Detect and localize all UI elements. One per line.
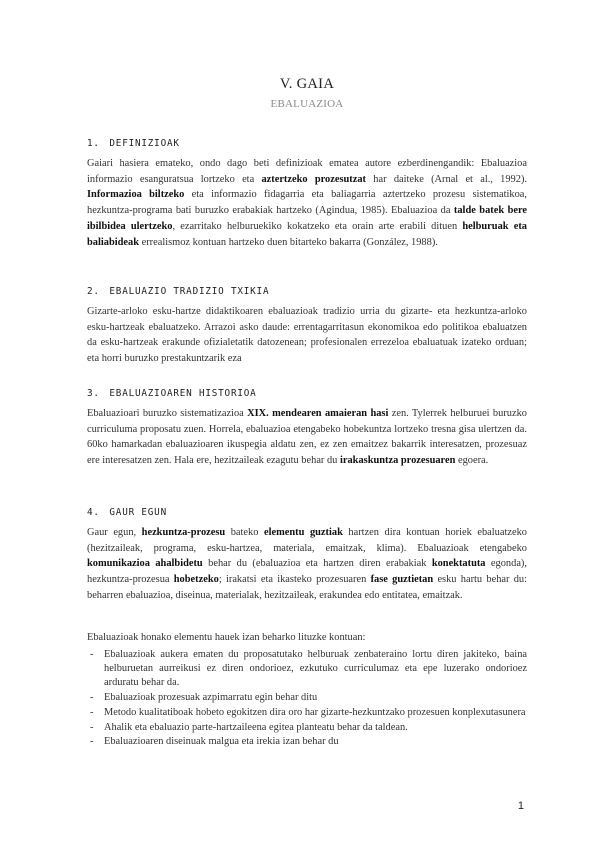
dash-bullet: - <box>90 706 94 718</box>
section-heading-tradizioa <box>87 286 269 297</box>
list-item: - Metodo kualitatiboak hobeto egokitzen dira oro har gizarte-hezkuntzako prozesuen konplexutasunera <box>87 706 527 720</box>
text-run: errealismoz kontuan hartzeko duen bitarteko bakarra (González, 1988). <box>138 236 438 248</box>
text-run: Gizarte-arloko esku-hartze didaktikoaren ebaluazioak tradizio urria du gizarte- eta hezkuntza-arloko esku-hartzeak ebaluatzeko. Arrazoi asko daude: errentagarritasun ekonomikoa edo politikoa ebaluatzen da esku-hartzeak erakunde ofizialetatik datozenean; profesionalen errezeloa ebaluatuak izateko orduan; eta horri buruzko prestakuntzarik eza <box>87 306 527 365</box>
text-run: Gaiari hasiera emateko, ondo dago beti definizioak ematea autore ezberdinengandik: Ebaluazioa informazio esanguratsua lortzeko eta <box>87 158 527 185</box>
section-number: 2. <box>87 286 100 297</box>
list-item: - Ebaluazioak aukera ematen du proposatutako helburuak zenbateraino lortu diren jakiteko, baina helburuetan aurreikusi ez diren ondorioez, ezkutuko curriculumaz eta epe luzerako ondorioez arduratu behar da. <box>90 649 527 689</box>
text-run: , ezarritako helburuekiko kokatzeko eta orain arte erabili dituen <box>172 220 463 232</box>
section-title: EBALUAZIOAREN HISTORIOA <box>109 388 257 399</box>
text-run: behar du (ebaluazioa eta hartzen diren erabakiak <box>202 558 432 570</box>
text-run: Ebaluazioari buruzko sistematizazioa <box>87 408 248 419</box>
list-item: - Ebaluazioaren diseinuak malgua eta irekia izan behar du <box>87 735 527 749</box>
bold-phrase: irakaskuntza prozesuaren <box>339 455 456 467</box>
bold-phrase: Informazioa biltzeko <box>87 189 185 201</box>
list-intro: Ebaluazioak honako elementu hauek izan beharko lituzke kontuan: <box>87 632 366 643</box>
text-run: bateko <box>225 527 264 538</box>
section-heading-gaur-egun <box>87 507 167 518</box>
text-run: esku hartu behar du: beharren ebaluazioa, diseinua, materialak, hezitzaileak, erakundea edo entitatea, emaitzak. <box>87 574 528 601</box>
text-run: egonda), hezkuntza-prozesua <box>87 558 527 586</box>
list-item: - Ebaluazioak prozesuak azpimarratu egin behar ditu <box>87 691 527 705</box>
section-paragraph <box>87 406 527 469</box>
dash-bullet: - <box>90 736 94 748</box>
section-paragraph <box>87 525 527 604</box>
bold-phrase: aztertzeko prozesutzat <box>261 173 367 185</box>
section-heading-historia <box>87 388 257 399</box>
text-run: hartzen dira kontuan horiek ebaluatzeko (hezitzaileak, programa, esku-hartzea, materiala, emaitzak, klima). Ebaluazioak etengabeko <box>87 527 527 554</box>
list-item: - Ahalik eta ebaluazio parte-hartzaileena egitea planteatu behar da taldean. <box>87 721 527 735</box>
dash-bullet: - <box>90 721 94 733</box>
bold-phrase: hezkuntza-prozesu <box>141 527 226 538</box>
bold-phrase: XIX. mendearen amaieran hasi <box>247 408 389 419</box>
dash-bullet: - <box>90 649 94 660</box>
bold-phrase: talde batek bere ibilbidea ulertzeko <box>87 205 527 232</box>
bold-phrase: elementu guztiak <box>264 527 343 538</box>
text-run: eta informazio fidagarria eta baliagarria aztertzeko prozesu sistematikoa, hezkuntza-programa bati buruzko erabakiak hartzeko (Agindua, 1985). Ebaluazioa da <box>87 189 527 217</box>
section-heading-definizioak <box>87 138 180 149</box>
text-run: Gaur egun, <box>87 527 142 538</box>
text-run: zen. Tylerrek helburuei buruzko curriculuma proposatu zuen. Horrela, ebaluazioa etengabeko hobekuntza lortzeko tresna gisa ulertzen da. 60ko hamarkadan ebaluazioaren ikuspegia aldatu zen, ez zen emaitzez bakarrik interesatzen, prozesuaz ere interesatzen zen. Hala ere, hezitzaileak ezagutu behar du <box>87 408 527 467</box>
section-number: 1. <box>87 138 100 149</box>
text-run: ; irakatsi eta ikasteko prozesuaren <box>218 574 371 586</box>
bold-phrase: hobetzeko <box>173 574 219 586</box>
section-title: DEFINIZIOAK <box>109 138 180 149</box>
section-number: 4. <box>87 507 100 518</box>
bold-phrase: helburuak eta baliabideak <box>87 220 527 248</box>
section-title: EBALUAZIO TRADIZIO TXIKIA <box>109 286 270 297</box>
dash-bullet: - <box>90 692 94 704</box>
text-run: har daiteke (Arnal et al., 1992). <box>366 173 527 185</box>
bold-phrase: konektatuta <box>431 558 486 570</box>
section-number: 3. <box>87 388 100 399</box>
text-run: egoera. <box>455 455 489 467</box>
bold-phrase: fase guztietan <box>370 574 434 586</box>
page-number: 1 <box>517 800 524 812</box>
page-subtitle: EBALUAZIOA <box>270 98 344 110</box>
section-paragraph <box>87 304 527 367</box>
section-paragraph <box>87 156 527 250</box>
page-title: V. GAIA <box>279 76 335 92</box>
bold-phrase: komunikazioa ahalbidetu <box>87 558 203 570</box>
section-title: GAUR EGUN <box>109 507 167 518</box>
bullet-list <box>87 648 527 750</box>
